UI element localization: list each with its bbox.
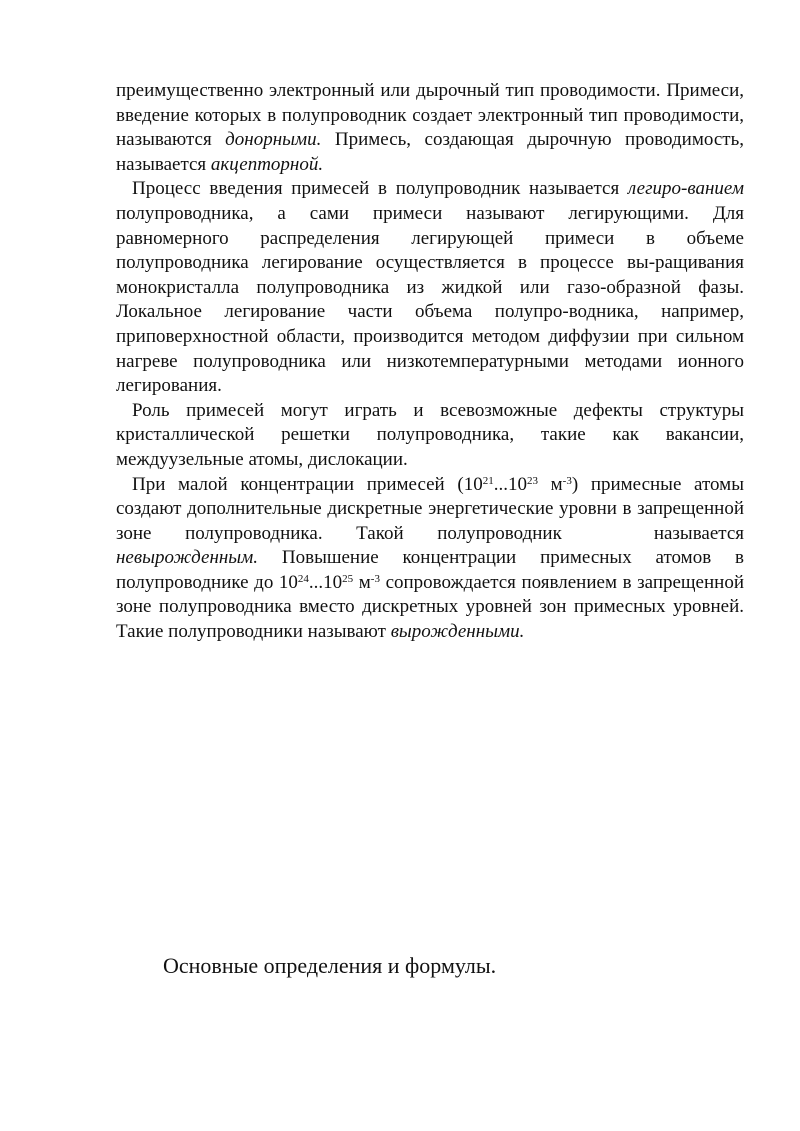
exponent: -3 <box>562 474 572 487</box>
exponent: 23 <box>526 474 538 487</box>
text-run: ...10 <box>308 571 343 593</box>
text-run: Примесь, создающая дырочную проводимость, называется <box>116 129 744 175</box>
exponent: -3 <box>370 572 380 585</box>
text-run: При малой концентрации примесей (10 <box>132 473 483 495</box>
paragraph-donor-acceptor <box>116 79 744 177</box>
text-run: м <box>537 473 563 495</box>
text-run: ) примесные атомы создают дополнительные дискретные энергетические уровни в запрещенной зоне полупроводника. Такой полупроводник <box>116 473 744 544</box>
term-doping-part2: ванием <box>687 178 744 200</box>
exponent: 24 <box>297 572 309 585</box>
term-nondegenerate: невырожденным. <box>116 547 259 569</box>
text-run: называется <box>653 522 744 544</box>
exponent: 21 <box>482 474 494 487</box>
term-acceptor: акцепторной. <box>210 153 324 175</box>
term-donor: донорными. <box>225 129 322 151</box>
text-run: полупроводника, а сами примеси называют легирующими. Для равномерного распределения легирующей примеси в объеме полупроводника легирование осуществляется в процессе вы-ращивания монокристалла полупроводника из жидкой или газо-образной фазы. Локальное легирование части объема полупро-водника, например, приповерхностной области, производится методом диффузии при сильном нагреве полупроводника или низкотемпературными методами ионного легирования. <box>116 202 744 397</box>
text-run: Процесс введения примесей в полупроводник называется <box>132 178 628 200</box>
paragraph-defects <box>116 399 744 473</box>
text-run: Роль примесей могут играть и всевозможные дефекты структуры кристаллической решетки полупроводника, такие как ваканcии, междуузельные атомы, дислокации. <box>116 399 744 470</box>
section-heading: Основные определения и формулы. <box>163 953 497 978</box>
text-run: м <box>353 571 371 593</box>
paragraph-doping <box>116 177 744 398</box>
text-run: Повышение концентрации примесных атомов в полупроводнике до 10 <box>116 547 744 593</box>
body-text <box>116 79 744 645</box>
text-run: сопровождается появлением в запрещенной зоне полупроводника вместо дискретных уровней зон примесных уровней. Такие полупроводники называют <box>116 571 744 643</box>
text-run: преимущественно электронный или дырочный тип проводимости. Примеси, введение которых в полупроводник создает электронный тип проводимости, называются <box>116 80 744 151</box>
term-degenerate: вырожденными. <box>390 621 525 643</box>
text-run: ...10 <box>493 473 527 495</box>
exponent: 25 <box>342 572 354 585</box>
term-doping-part1: легиро- <box>627 178 688 200</box>
paragraph-concentration <box>116 473 744 645</box>
